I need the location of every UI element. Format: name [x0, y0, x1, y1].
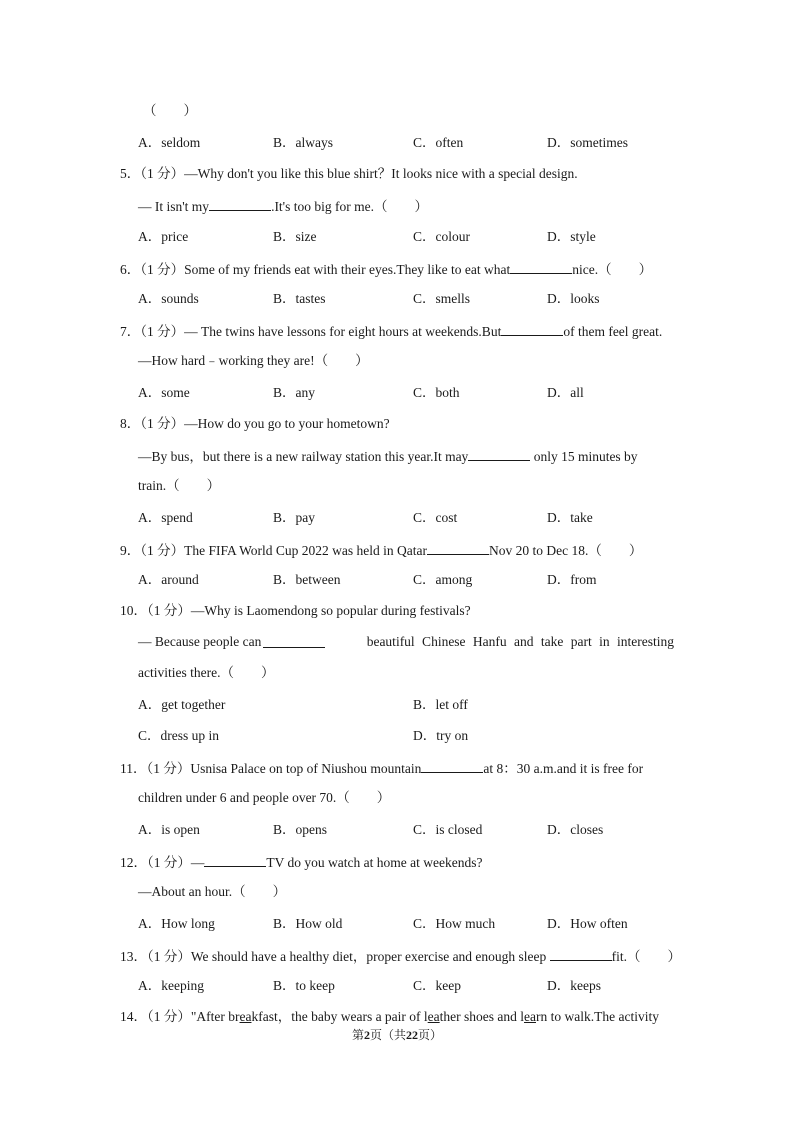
q13-option-c[interactable]: C．keep: [413, 978, 461, 993]
question-11-line2: children under 6 and people over 70.（ ）: [138, 790, 391, 805]
question-text: — It isn't my: [138, 199, 210, 214]
answer-paren: （ ）: [143, 103, 197, 118]
question-text: .It's too big for me.（ ）: [271, 199, 428, 214]
question-13: [120, 946, 681, 966]
question-11: [120, 758, 643, 778]
q11-option-b[interactable]: B．opens: [273, 822, 327, 837]
question-text: —How do you go to your hometown?: [184, 416, 390, 431]
question-7-line2: —How hard﹣working they are!（ ）: [138, 353, 369, 368]
question-number: 12．（1 分）: [120, 855, 191, 870]
q10-option-a[interactable]: A．get together: [138, 697, 226, 712]
question-number: 9．（1 分）: [120, 543, 185, 558]
q5-option-c[interactable]: C．colour: [413, 229, 470, 244]
underlined-letters: ea: [427, 1009, 440, 1024]
underlined-letters: ea: [524, 1009, 536, 1024]
q5-option-a[interactable]: A．price: [138, 229, 189, 244]
question-text: —By bus，but there is a new railway station this year.It may: [138, 449, 469, 464]
question-text: "After br: [190, 1009, 240, 1024]
question-12-line2: —About an hour.（ ）: [138, 884, 287, 899]
question-number: 6．（1 分）: [120, 262, 185, 277]
q12-option-c[interactable]: C．How much: [413, 916, 496, 931]
q13-option-a[interactable]: A．keeping: [138, 978, 204, 993]
question-text: beautiful Chinese Hanfu and take part in interesting: [366, 634, 674, 649]
answer-blank: [427, 540, 489, 555]
question-number: 5．（1 分）: [120, 166, 185, 181]
question-number: 13．（1 分）: [120, 949, 191, 964]
q11-option-d[interactable]: D．closes: [547, 822, 604, 837]
question-text: nice.（ ）: [572, 262, 653, 277]
q9-option-c[interactable]: C．among: [413, 572, 473, 587]
q12-option-a[interactable]: A．How long: [138, 916, 215, 931]
underlined-letters: ea: [239, 1009, 252, 1024]
footer-text: 页（共: [369, 1028, 406, 1042]
q4-option-a[interactable]: A．seldom: [138, 135, 201, 150]
answer-blank: [263, 633, 325, 648]
question-10: [120, 602, 471, 620]
question-12: [120, 852, 482, 872]
q6-option-d[interactable]: D．looks: [547, 291, 600, 306]
q10-option-d[interactable]: D．try on: [413, 728, 469, 743]
question-number: 14．（1 分）: [120, 1009, 191, 1024]
question-10-line3: activities there.（ ）: [138, 665, 275, 680]
q5-option-b[interactable]: B．size: [273, 229, 317, 244]
question-text: fit.（ ）: [611, 949, 682, 964]
total-pages: 22: [406, 1028, 418, 1042]
question-9: [120, 540, 642, 560]
q4-option-b[interactable]: B．always: [273, 135, 333, 150]
question-text: TV do you watch at home at weekends?: [266, 855, 483, 870]
q5-option-d[interactable]: D．style: [547, 229, 596, 244]
question-5: [120, 165, 578, 183]
q11-option-c[interactable]: C．is closed: [413, 822, 483, 837]
question-7: [120, 321, 662, 341]
question-text: of them feel great.: [563, 324, 663, 339]
question-number: 11．（1 分）: [120, 761, 191, 776]
q13-option-b[interactable]: B．to keep: [273, 978, 335, 993]
question-8-line3: train.（ ）: [138, 478, 221, 493]
question-text: at 8：30 a.m.and it is free for: [483, 761, 644, 776]
q6-option-c[interactable]: C．smells: [413, 291, 471, 306]
q4-option-d[interactable]: D．sometimes: [547, 135, 628, 150]
q8-option-c[interactable]: C．cost: [413, 510, 458, 525]
q8-option-b[interactable]: B．pay: [273, 510, 315, 525]
question-8: [120, 415, 390, 433]
q13-option-d[interactable]: D．keeps: [547, 978, 601, 993]
footer-text: 第: [351, 1028, 364, 1042]
question-text: Usnisa Palace on top of Niushou mountain: [190, 761, 422, 776]
q11-option-a[interactable]: A．is open: [138, 822, 200, 837]
answer-blank: [468, 446, 530, 461]
q8-option-a[interactable]: A．spend: [138, 510, 193, 525]
question-text: kfast，the baby wears a pair of l: [251, 1009, 428, 1024]
q8-option-d[interactable]: D．take: [547, 510, 593, 525]
question-number: 8．（1 分）: [120, 416, 185, 431]
answer-blank: [209, 196, 271, 211]
q12-option-d[interactable]: D．How often: [547, 916, 628, 931]
question-text: Nov 20 to Dec 18.（ ）: [489, 543, 643, 558]
q6-option-a[interactable]: A．sounds: [138, 291, 199, 306]
question-14: [120, 1008, 659, 1026]
q10-option-b[interactable]: B．let off: [413, 697, 468, 712]
question-text: — The twins have lessons for eight hours at weekends.But: [184, 324, 502, 339]
q7-option-d[interactable]: D．all: [547, 385, 584, 400]
question-text: — Because people can: [138, 634, 262, 649]
question-6: [120, 259, 652, 279]
answer-blank: [510, 259, 572, 274]
q6-option-b[interactable]: B．tastes: [273, 291, 326, 306]
answer-blank: [204, 852, 266, 867]
question-8-line2: [138, 446, 638, 466]
question-text: ther shoes and l: [439, 1009, 525, 1024]
q7-option-a[interactable]: A．some: [138, 385, 190, 400]
q9-option-b[interactable]: B．between: [273, 572, 341, 587]
q9-option-d[interactable]: D．from: [547, 572, 597, 587]
answer-blank: [501, 321, 563, 336]
question-text: only 15 minutes by: [533, 449, 638, 464]
page-number: 2: [363, 1028, 370, 1042]
q7-option-c[interactable]: C．both: [413, 385, 460, 400]
q7-option-b[interactable]: B．any: [273, 385, 315, 400]
question-text: rn to walk.The activity: [536, 1009, 659, 1024]
page-footer: [0, 1027, 794, 1043]
q10-option-c[interactable]: C．dress up in: [138, 728, 219, 743]
question-text: —Why is Laomendong so popular during festivals?: [190, 603, 471, 618]
answer-blank: [421, 758, 483, 773]
question-text: The FIFA World Cup 2022 was held in Qatar: [184, 543, 428, 558]
question-text: —: [190, 855, 205, 870]
question-number: 10．（1 分）: [120, 603, 191, 618]
q4-option-c[interactable]: C．often: [413, 135, 464, 150]
question-5-line2: [138, 196, 428, 216]
footer-text: 页）: [418, 1028, 443, 1042]
answer-blank: [550, 946, 612, 961]
question-text: —Why don't you like this blue shirt？It looks nice with a special design.: [184, 166, 578, 181]
question-text: Some of my friends eat with their eyes.They like to eat what: [184, 262, 511, 277]
question-10-line2: [138, 633, 674, 651]
q12-option-b[interactable]: B．How old: [273, 916, 343, 931]
question-text: We should have a healthy diet，proper exercise and enough sleep: [190, 949, 547, 964]
q9-option-a[interactable]: A．around: [138, 572, 199, 587]
question-number: 7．（1 分）: [120, 324, 185, 339]
